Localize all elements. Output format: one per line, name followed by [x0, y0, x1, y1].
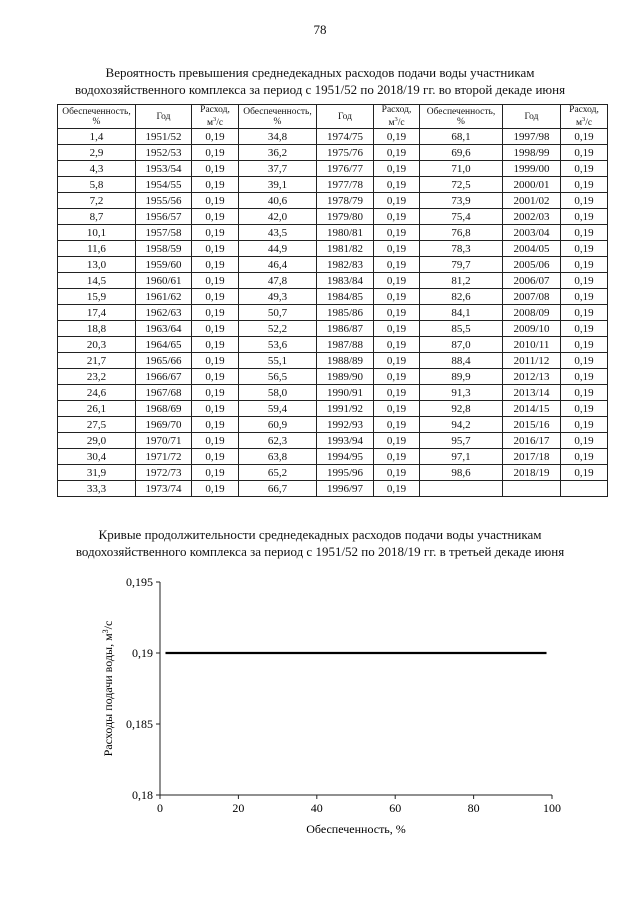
- table-cell: 0,19: [192, 273, 239, 289]
- table-cell: 0,19: [561, 193, 608, 209]
- table-cell: 62,3: [239, 433, 317, 449]
- table-cell: 0,19: [374, 449, 420, 465]
- table-cell: 0,19: [561, 129, 608, 145]
- table-cell: 0,19: [192, 193, 239, 209]
- duration-curve-chart: [90, 570, 590, 842]
- table-row: [58, 417, 608, 433]
- header-flow-suffix: /с: [585, 118, 593, 129]
- table-cell: 0,19: [561, 321, 608, 337]
- header-year-text: Год: [338, 111, 352, 122]
- table-cell: 34,8: [239, 129, 317, 145]
- table-cell: 82,6: [420, 289, 503, 305]
- table-cell: 2008/09: [503, 305, 561, 321]
- table-row: [58, 449, 608, 465]
- table-cell: 0,19: [192, 257, 239, 273]
- table-cell: 1970/71: [136, 433, 192, 449]
- table-cell: 40,6: [239, 193, 317, 209]
- table-cell: 0,19: [374, 353, 420, 369]
- y-axis-label-suffix: /с: [101, 620, 115, 630]
- table-cell: 0,19: [192, 225, 239, 241]
- table-cell: 0,19: [561, 273, 608, 289]
- header-flow-unit: м: [388, 118, 395, 129]
- x-axis-label: Обеспеченность, %: [306, 822, 406, 836]
- header-probability-text: Обеспеченность,: [243, 106, 312, 117]
- table-cell: 0,19: [374, 369, 420, 385]
- table-row: [58, 369, 608, 385]
- header-flow-text: Расход,: [381, 105, 412, 115]
- table-cell: 1996/97: [317, 481, 374, 497]
- table-cell: 1975/76: [317, 145, 374, 161]
- table-cell: [561, 481, 608, 497]
- table-cell: 1964/65: [136, 337, 192, 353]
- table-cell: 50,7: [239, 305, 317, 321]
- table-cell: 0,19: [374, 305, 420, 321]
- table-cell: 1978/79: [317, 193, 374, 209]
- table-row: [58, 337, 608, 353]
- table-cell: 1953/54: [136, 161, 192, 177]
- table-title: [20, 64, 620, 98]
- y-axis-label: [101, 621, 115, 757]
- table-cell: 49,3: [239, 289, 317, 305]
- table-cell: 97,1: [420, 449, 503, 465]
- table-cell: 1959/60: [136, 257, 192, 273]
- table-cell: 89,9: [420, 369, 503, 385]
- table-cell: 1987/88: [317, 337, 374, 353]
- table-cell: 23,2: [58, 369, 136, 385]
- table-cell: 0,19: [192, 449, 239, 465]
- table-cell: 18,8: [58, 321, 136, 337]
- table-body: [58, 129, 608, 497]
- table-cell: 1957/58: [136, 225, 192, 241]
- table-row: [58, 177, 608, 193]
- table-cell: 1983/84: [317, 273, 374, 289]
- header-year: [136, 105, 192, 129]
- table-cell: 44,9: [239, 241, 317, 257]
- table-cell: 0,19: [374, 321, 420, 337]
- chart-title-line: водохозяйственного комплекса за период с 1951/52 по 2018/19 гг. в третьей декаде июня: [75, 544, 565, 559]
- table-cell: 1963/64: [136, 321, 192, 337]
- table-cell: 0,19: [561, 353, 608, 369]
- table-cell: 0,19: [192, 401, 239, 417]
- y-tick-label: 0,18: [132, 788, 153, 802]
- x-tick-label: 0: [157, 801, 163, 815]
- table-cell: 2009/10: [503, 321, 561, 337]
- table-row: [58, 353, 608, 369]
- table-row: [58, 273, 608, 289]
- table-cell: 8,7: [58, 209, 136, 225]
- table-cell: 2015/16: [503, 417, 561, 433]
- table-cell: 0,19: [374, 433, 420, 449]
- table-row: [58, 193, 608, 209]
- table-cell: 84,1: [420, 305, 503, 321]
- table-cell: 0,19: [374, 209, 420, 225]
- table-cell: 0,19: [561, 241, 608, 257]
- table-cell: 1974/75: [317, 129, 374, 145]
- table-cell: 0,19: [374, 161, 420, 177]
- table-cell: [503, 481, 561, 497]
- table-cell: 46,4: [239, 257, 317, 273]
- table-cell: 1995/96: [317, 465, 374, 481]
- table-cell: 1967/68: [136, 385, 192, 401]
- header-flow-sup: 3: [212, 116, 217, 123]
- table-cell: 1972/73: [136, 465, 192, 481]
- table-cell: 39,1: [239, 177, 317, 193]
- table-row: [58, 129, 608, 145]
- table-cell: 0,19: [192, 353, 239, 369]
- table-cell: 15,9: [58, 289, 136, 305]
- table-cell: 0,19: [374, 385, 420, 401]
- x-tick-label: 60: [389, 801, 402, 815]
- table-cell: 65,2: [239, 465, 317, 481]
- table-cell: 0,19: [374, 129, 420, 145]
- table-cell: 33,3: [58, 481, 136, 497]
- table-cell: 2005/06: [503, 257, 561, 273]
- table-cell: 94,2: [420, 417, 503, 433]
- table-row: [58, 433, 608, 449]
- table-cell: 91,3: [420, 385, 503, 401]
- table-cell: 0,19: [561, 177, 608, 193]
- table-cell: 1971/72: [136, 449, 192, 465]
- table-header-row: [58, 105, 608, 129]
- table-cell: 59,4: [239, 401, 317, 417]
- y-tick-label: 0,185: [126, 717, 153, 731]
- table-cell: 0,19: [561, 145, 608, 161]
- table-row: [58, 145, 608, 161]
- y-tick-label: 0,195: [126, 575, 153, 589]
- table-cell: 1982/83: [317, 257, 374, 273]
- table-cell: 1976/77: [317, 161, 374, 177]
- header-probability-text: Обеспеченность,: [426, 106, 496, 117]
- table-cell: 68,1: [420, 129, 503, 145]
- table-cell: 0,19: [192, 241, 239, 257]
- header-probability-unit: %: [273, 116, 282, 127]
- table-cell: 56,5: [239, 369, 317, 385]
- table-cell: 27,5: [58, 417, 136, 433]
- header-flow-sup: 3: [581, 116, 586, 123]
- table-cell: 0,19: [192, 289, 239, 305]
- probability-table: [57, 104, 608, 497]
- chart-title: [20, 526, 620, 560]
- table-row: [58, 257, 608, 273]
- header-flow: [192, 105, 239, 129]
- table-cell: 79,7: [420, 257, 503, 273]
- table-cell: 52,2: [239, 321, 317, 337]
- table-cell: 66,7: [239, 481, 317, 497]
- table-cell: 1958/59: [136, 241, 192, 257]
- table-cell: 36,2: [239, 145, 317, 161]
- x-tick-label: 20: [232, 801, 245, 815]
- table-cell: 78,3: [420, 241, 503, 257]
- table-cell: 1954/55: [136, 177, 192, 193]
- y-axis-label-main: Расходы подачи воды, м: [101, 633, 115, 757]
- header-flow-unit: м: [206, 118, 213, 129]
- table-cell: 0,19: [374, 289, 420, 305]
- table-cell: 0,19: [374, 225, 420, 241]
- header-year: [317, 105, 374, 129]
- table-cell: 2017/18: [503, 449, 561, 465]
- table-row: [58, 401, 608, 417]
- table-cell: 1977/78: [317, 177, 374, 193]
- chart-title-line: Кривые продолжительности среднедекадных расходов подачи воды участникам: [98, 527, 542, 542]
- table-cell: 1955/56: [136, 193, 192, 209]
- header-probability-unit: %: [457, 116, 465, 127]
- table-cell: 1980/81: [317, 225, 374, 241]
- table-cell: 1984/85: [317, 289, 374, 305]
- header-flow-unit: м: [575, 118, 582, 129]
- table-cell: 88,4: [420, 353, 503, 369]
- header-probability: [58, 105, 136, 129]
- header-probability: [420, 105, 503, 129]
- table-cell: 24,6: [58, 385, 136, 401]
- table-cell: 0,19: [192, 129, 239, 145]
- table-cell: 5,8: [58, 177, 136, 193]
- table-row: [58, 241, 608, 257]
- table-cell: 17,4: [58, 305, 136, 321]
- table-cell: 0,19: [374, 465, 420, 481]
- table-cell: 0,19: [192, 337, 239, 353]
- table-cell: 0,19: [561, 449, 608, 465]
- table-cell: 72,5: [420, 177, 503, 193]
- x-tick-label: 100: [543, 801, 561, 815]
- table-cell: 0,19: [192, 305, 239, 321]
- header-flow-sup: 3: [394, 116, 398, 123]
- table-cell: 0,19: [561, 369, 608, 385]
- table-row: [58, 289, 608, 305]
- table-cell: 0,19: [374, 481, 420, 497]
- table-cell: 1956/57: [136, 209, 192, 225]
- table-cell: 0,19: [561, 401, 608, 417]
- table-cell: 60,9: [239, 417, 317, 433]
- header-flow: [561, 105, 608, 129]
- header-probability: [239, 105, 317, 129]
- table-cell: 2001/02: [503, 193, 561, 209]
- table-cell: 0,19: [561, 465, 608, 481]
- x-tick-label: 80: [467, 801, 480, 815]
- table-cell: 0,19: [192, 465, 239, 481]
- table-cell: 2003/04: [503, 225, 561, 241]
- header-year: [503, 105, 561, 129]
- table-cell: 11,6: [58, 241, 136, 257]
- table-cell: 1986/87: [317, 321, 374, 337]
- table-cell: 75,4: [420, 209, 503, 225]
- table-row: [58, 481, 608, 497]
- table-row: [58, 305, 608, 321]
- table-cell: 0,19: [561, 385, 608, 401]
- header-flow-text: Расход,: [200, 105, 230, 115]
- table-cell: 0,19: [374, 145, 420, 161]
- table-cell: [420, 481, 503, 497]
- table-cell: 2013/14: [503, 385, 561, 401]
- table-cell: 1981/82: [317, 241, 374, 257]
- table-cell: 30,4: [58, 449, 136, 465]
- table-cell: 0,19: [374, 193, 420, 209]
- table-cell: 0,19: [192, 161, 239, 177]
- table-cell: 0,19: [561, 225, 608, 241]
- header-flow-suffix: /с: [216, 118, 224, 129]
- table-cell: 14,5: [58, 273, 136, 289]
- header-flow: [374, 105, 420, 129]
- page-number: 78: [313, 22, 327, 37]
- table-cell: 1962/63: [136, 305, 192, 321]
- table-cell: 0,19: [374, 273, 420, 289]
- table-cell: 71,0: [420, 161, 503, 177]
- table-cell: 1961/62: [136, 289, 192, 305]
- table-cell: 2011/12: [503, 353, 561, 369]
- table-cell: 0,19: [561, 433, 608, 449]
- table-cell: 0,19: [561, 417, 608, 433]
- table-cell: 0,19: [374, 241, 420, 257]
- table-cell: 21,7: [58, 353, 136, 369]
- table-cell: 92,8: [420, 401, 503, 417]
- table-cell: 1998/99: [503, 145, 561, 161]
- table-cell: 1973/74: [136, 481, 192, 497]
- table-cell: 1965/66: [136, 353, 192, 369]
- table-cell: 1969/70: [136, 417, 192, 433]
- table-cell: 37,7: [239, 161, 317, 177]
- table-cell: 0,19: [192, 433, 239, 449]
- header-year-text: Год: [524, 111, 539, 122]
- table-cell: 1997/98: [503, 129, 561, 145]
- table-cell: 0,19: [561, 257, 608, 273]
- table-cell: 1994/95: [317, 449, 374, 465]
- chart-axes: [126, 575, 561, 815]
- table-cell: 0,19: [561, 161, 608, 177]
- table-cell: 0,19: [561, 209, 608, 225]
- table-cell: 1966/67: [136, 369, 192, 385]
- y-tick-label: 0,19: [132, 646, 153, 660]
- table-title-line: водохозяйственного комплекса за период с 1951/52 по 2018/19 гг. во второй декаде июня: [74, 82, 566, 97]
- table-cell: 0,19: [561, 305, 608, 321]
- table-cell: 1979/80: [317, 209, 374, 225]
- table-cell: 1993/94: [317, 433, 374, 449]
- table-cell: 63,8: [239, 449, 317, 465]
- table-cell: 0,19: [374, 401, 420, 417]
- table-cell: 1952/53: [136, 145, 192, 161]
- header-probability-text: Обеспеченность,: [62, 106, 131, 117]
- table-cell: 58,0: [239, 385, 317, 401]
- table-cell: 98,6: [420, 465, 503, 481]
- table-cell: 2004/05: [503, 241, 561, 257]
- table-cell: 1985/86: [317, 305, 374, 321]
- table-cell: 87,0: [420, 337, 503, 353]
- table-row: [58, 225, 608, 241]
- table-cell: 2000/01: [503, 177, 561, 193]
- table-cell: 0,19: [192, 321, 239, 337]
- table-cell: 1960/61: [136, 273, 192, 289]
- table-cell: 0,19: [374, 337, 420, 353]
- table-cell: 20,3: [58, 337, 136, 353]
- table-row: [58, 209, 608, 225]
- table-cell: 1991/92: [317, 401, 374, 417]
- table-row: [58, 385, 608, 401]
- table-cell: 53,6: [239, 337, 317, 353]
- table-cell: 0,19: [561, 337, 608, 353]
- table-cell: 95,7: [420, 433, 503, 449]
- header-flow-suffix: /с: [397, 118, 405, 129]
- table-cell: 2012/13: [503, 369, 561, 385]
- table-cell: 2006/07: [503, 273, 561, 289]
- table-cell: 85,5: [420, 321, 503, 337]
- table-cell: 73,9: [420, 193, 503, 209]
- table-cell: 0,19: [192, 209, 239, 225]
- table-cell: 55,1: [239, 353, 317, 369]
- table-cell: 1968/69: [136, 401, 192, 417]
- table-cell: 2016/17: [503, 433, 561, 449]
- table-cell: 13,0: [58, 257, 136, 273]
- header-year-text: Год: [156, 111, 171, 122]
- table-cell: 0,19: [192, 481, 239, 497]
- table-cell: 0,19: [192, 385, 239, 401]
- table-cell: 81,2: [420, 273, 503, 289]
- table-cell: 0,19: [192, 369, 239, 385]
- table-cell: 2018/19: [503, 465, 561, 481]
- table-cell: 0,19: [561, 289, 608, 305]
- table-cell: 4,3: [58, 161, 136, 177]
- table-row: [58, 465, 608, 481]
- table-cell: 1992/93: [317, 417, 374, 433]
- table-cell: 0,19: [374, 257, 420, 273]
- header-flow-text: Расход,: [569, 105, 599, 115]
- table-cell: 43,5: [239, 225, 317, 241]
- table-cell: 7,2: [58, 193, 136, 209]
- table-cell: 2014/15: [503, 401, 561, 417]
- table-cell: 0,19: [374, 417, 420, 433]
- table-cell: 0,19: [192, 177, 239, 193]
- table-cell: 1,4: [58, 129, 136, 145]
- table-cell: 2002/03: [503, 209, 561, 225]
- header-probability-unit: %: [92, 116, 101, 127]
- y-axis-label-sup: 3: [101, 629, 110, 634]
- table-cell: 31,9: [58, 465, 136, 481]
- table-row: [58, 321, 608, 337]
- table-cell: 1999/00: [503, 161, 561, 177]
- table-cell: 1989/90: [317, 369, 374, 385]
- table-cell: 1951/52: [136, 129, 192, 145]
- table-cell: 69,6: [420, 145, 503, 161]
- table-cell: 10,1: [58, 225, 136, 241]
- table-row: [58, 161, 608, 177]
- table-cell: 29,0: [58, 433, 136, 449]
- table-cell: 76,8: [420, 225, 503, 241]
- table-cell: 0,19: [374, 177, 420, 193]
- table-cell: 2007/08: [503, 289, 561, 305]
- table-cell: 0,19: [192, 417, 239, 433]
- table-cell: 1988/89: [317, 353, 374, 369]
- table-cell: 1990/91: [317, 385, 374, 401]
- table-cell: 26,1: [58, 401, 136, 417]
- x-tick-label: 40: [310, 801, 323, 815]
- table-title-line: Вероятность превышения среднедекадных расходов подачи воды участникам: [105, 65, 535, 80]
- table-cell: 42,0: [239, 209, 317, 225]
- table-cell: 47,8: [239, 273, 317, 289]
- table-cell: 2,9: [58, 145, 136, 161]
- table-cell: 0,19: [192, 145, 239, 161]
- table-cell: 2010/11: [503, 337, 561, 353]
